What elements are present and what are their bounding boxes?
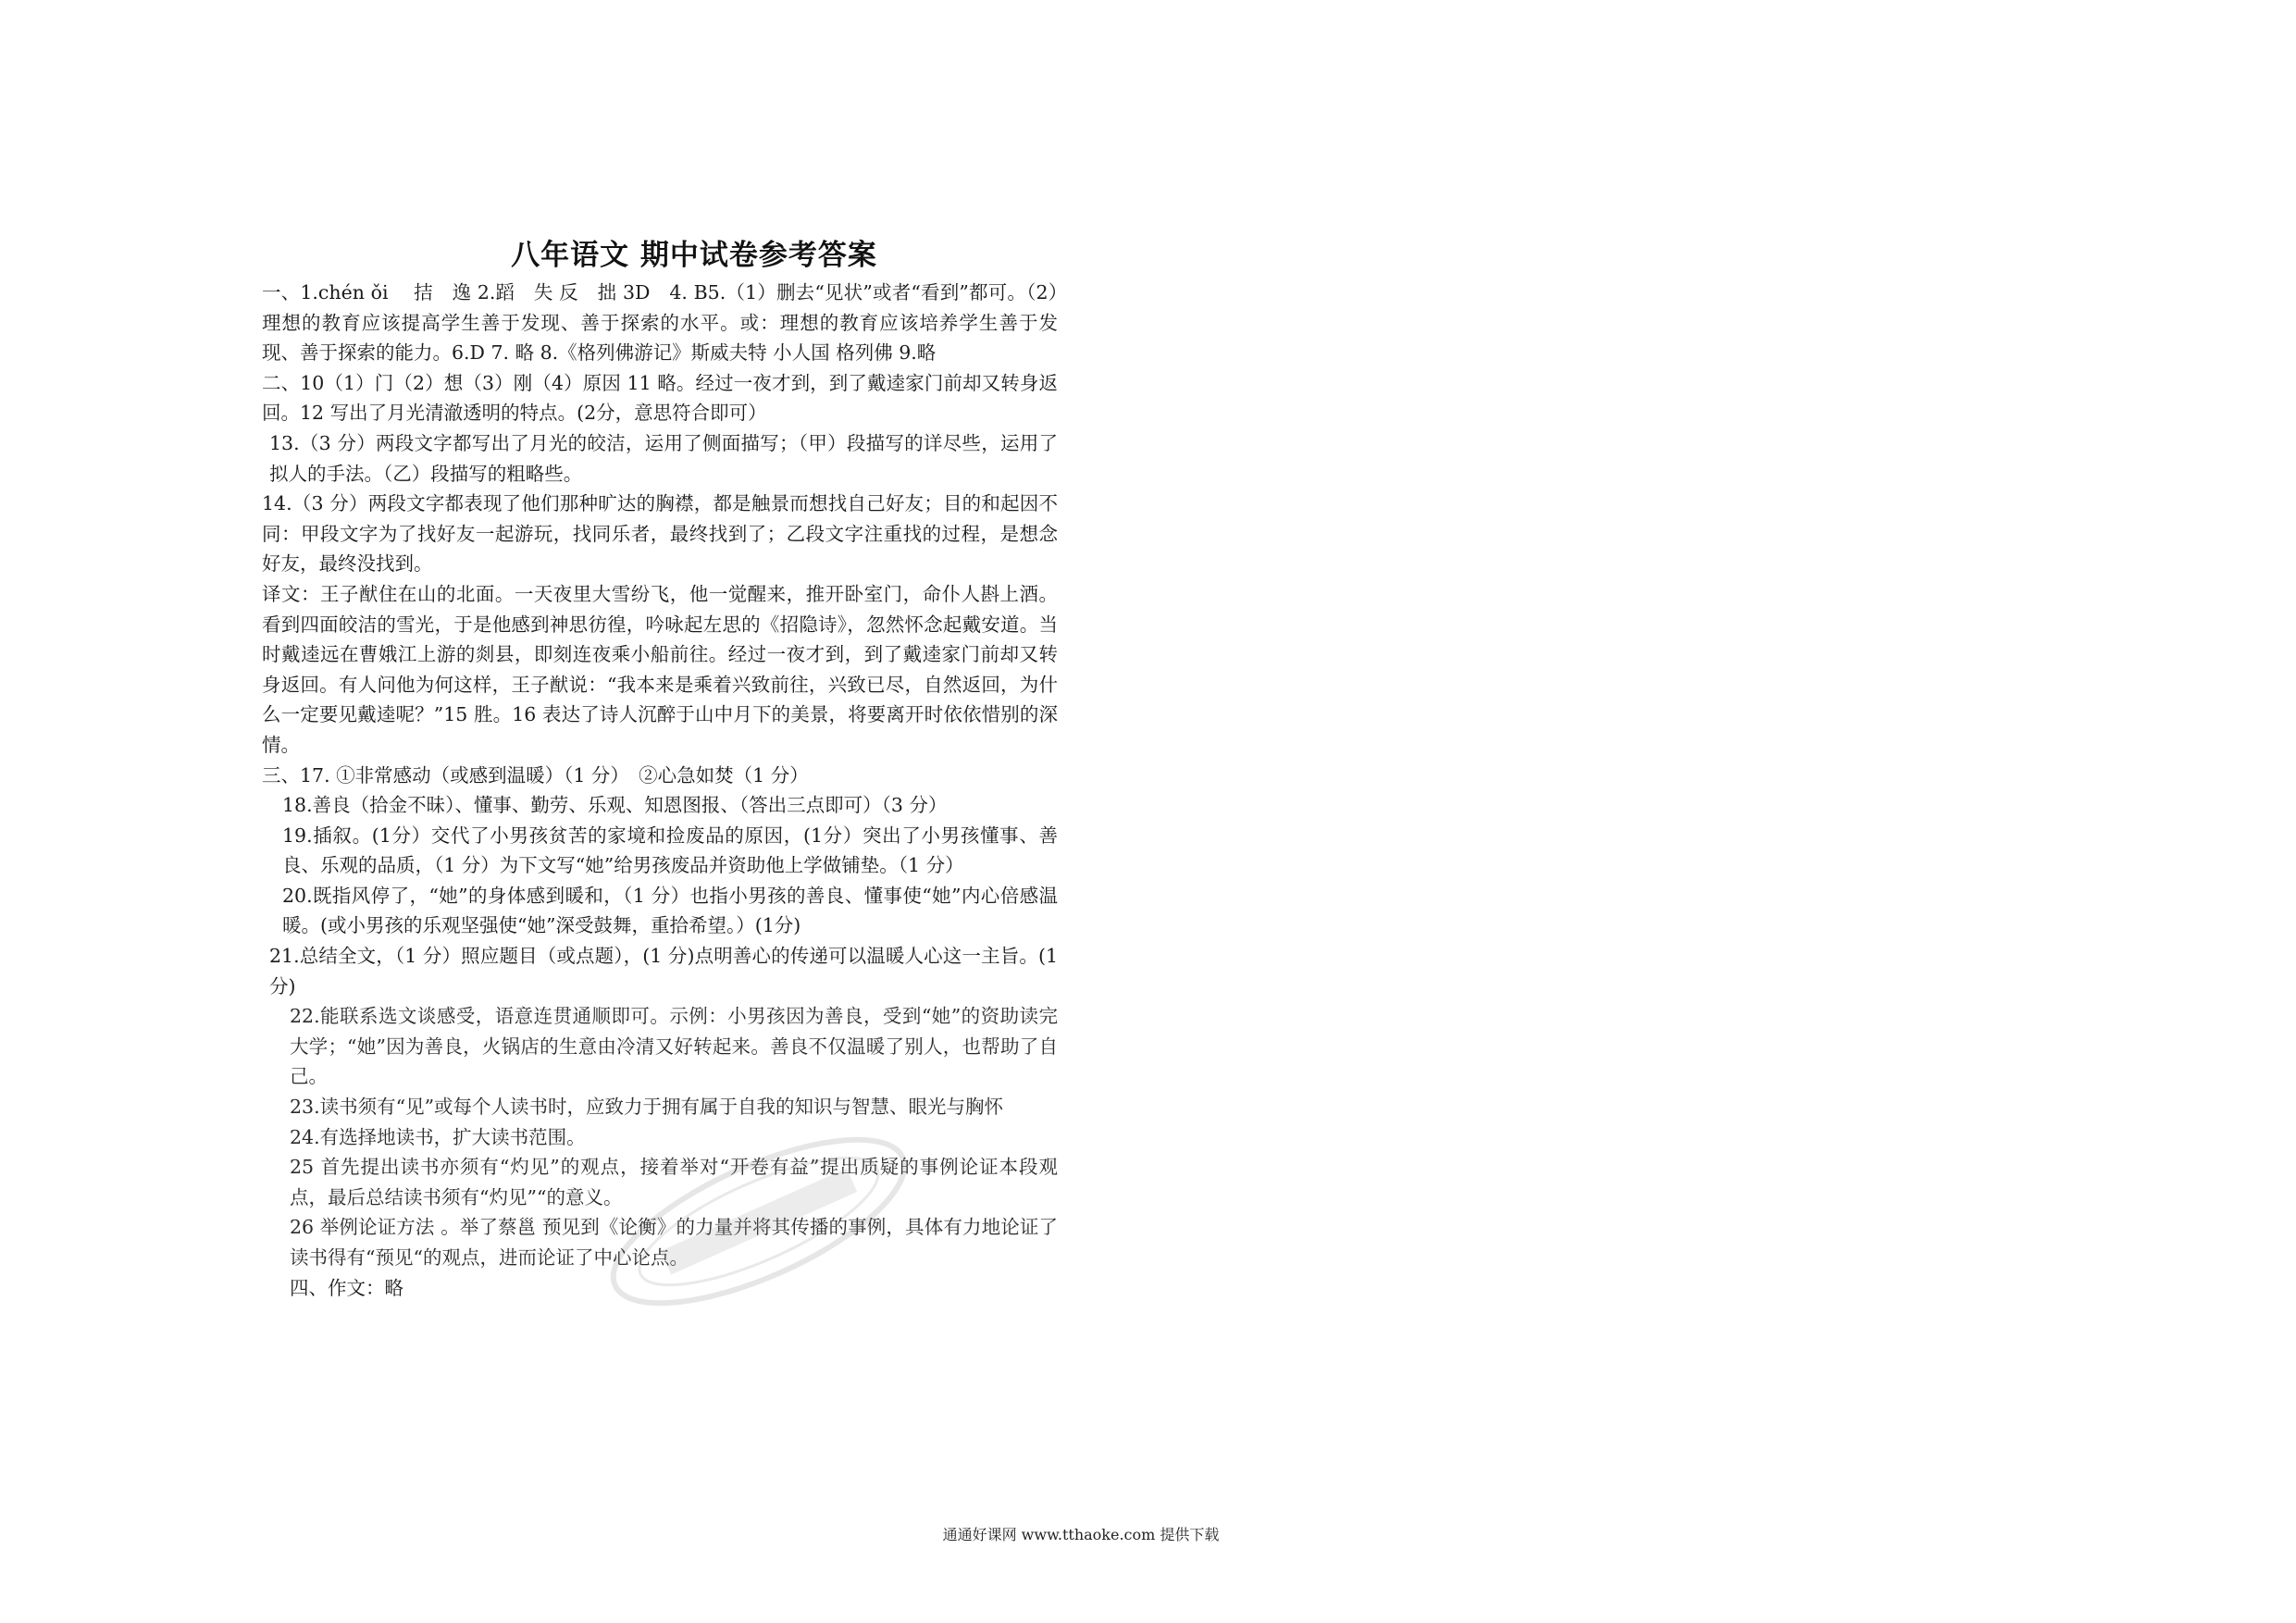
answer-section-2: 二、10（1）门（2）想（3）刚（4）原因 11 略。经过一夜才到，到了戴逵家门前却又转身返回。12 写出了月光清澈透明的特点。(2分，意思符合即可） [262,371,1058,425]
footer-credit: 通通好课网 www.tthaoke.com 提供下载 [942,1526,1220,1543]
document-title: 八年语文 期中试卷参考答案 [511,239,877,272]
answer-q18: 18.善良（拾金不昧）、懂事、勤劳、乐观、知恩图报、（答出三点即可）（3 分） [282,794,948,817]
answer-q13: 13.（3 分）两段文字都写出了月光的皎洁，运用了侧面描写；（甲）段描写的详尽些，运用了拟人的手法。（乙）段描写的粗略些。 [269,431,1058,485]
answer-q24: 24.有选择地读书，扩大读书范围。 [290,1125,586,1148]
answer-q22: 22.能联系选文谈感受，语意连贯通顺即可。示例：小男孩因为善良，受到“她”的资助读完大学；“她”因为善良，火锅店的生意由冷清又好转起来。善良不仅温暖了别人，也帮助了自己。 [290,1005,1058,1088]
translation-paragraph: 译文：王子猷住在山的北面。一天夜里大雪纷飞，他一觉醒来，推开卧室门，命仆人斟上酒。看到四面皎洁的雪光，于是他感到神思彷徨，吟咏起左思的《招隐诗》，忽然怀念起戴安道。当时戴逵远在曹娥江上游的剡县，即刻连夜乘小船前往。经过一夜才到，到了戴逵家门前却又转身返回。有人问他为何这样，王子猷说：“我本来是乘着兴致前往，兴致已尽，自然返回，为什么一定要见戴逵呢？”15 胜。16 表达了诗人沉醉于山中月下的美景，将要离开时依依惜别的深情。 [262,582,1058,756]
answer-q26: 26 举例论证方法 。举了蔡邕 预见到《论衡》的力量并将其传播的事例，具体有力地论证了读书得有“预见“的观点，进而论证了中心论点。 [290,1216,1058,1269]
answer-section-4: 四、作文：略 [290,1276,403,1299]
answer-q19: 19.插叙。(1分）交代了小男孩贫苦的家境和捡废品的原因，(1分）突出了小男孩懂事、善良、乐观的品质，（1 分）为下文写“她”给男孩废品并资助他上学做铺垫。（1 分） [282,824,1058,877]
answer-q14: 14.（3 分）两段文字都表现了他们那种旷达的胸襟，都是触景而想找自己好友；目的和起因不同：甲段文字为了找好友一起游玩，找同乐者，最终找到了；乙段文字注重找的过程，是想念好友，最终没找到。 [262,492,1058,576]
answer-section-1: 一、1.chén ǒi 拮 逸 2.蹈 失 反 拙 3D 4. B5.（1）删去“见状”或者“看到”都可。（2）理想的教育应该提高学生善于发现、善于探索的水平。或：理想的教育应该培养学生善于发现、善于探索的能力。6.D 7. 略 8.《格列佛游记》斯威夫特 小人国 格列佛 9.略 [262,281,1058,365]
answer-section-3-q17: 三、17. ①非常感动（或感到温暖）（1 分） ②心急如焚（1 分） [262,763,809,787]
answer-q20: 20.既指风停了，“她”的身体感到暖和，（1 分）也指小男孩的善良、懂事使“她”内心倍感温暖。(或小男孩的乐观坚强使“她”深受鼓舞，重拾希望。）(1分) [282,884,1058,937]
answer-content [262,278,1058,1303]
answer-q21: 21.总结全文，（1 分）照应题目（或点题），(1 分)点明善心的传递可以温暖人心这一主旨。(1 分) [269,945,1058,997]
answer-q23: 23.读书须有“见”或每个人读书时，应致力于拥有属于自我的知识与智慧、眼光与胸怀 [290,1096,1004,1119]
answer-q25: 25 首先提出读书亦须有“灼见”的观点，接着举对“开卷有益”提出质疑的事例论证本段观点，最后总结读书须有“灼见”“的意义。 [290,1156,1058,1208]
